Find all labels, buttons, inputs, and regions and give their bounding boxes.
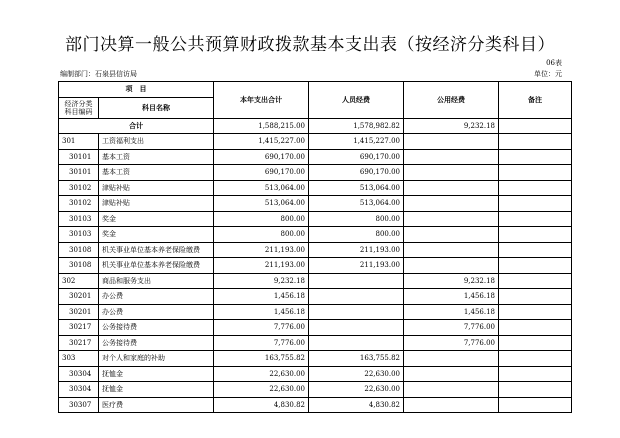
row-name: 奖金 xyxy=(99,211,214,227)
table-row xyxy=(59,320,572,336)
row-total: 513,064.00 xyxy=(214,180,309,196)
table-row xyxy=(59,273,572,289)
table-row xyxy=(59,351,572,367)
row-code: 302 xyxy=(59,273,99,289)
row-name: 办公费 xyxy=(99,304,214,320)
row-name: 办公费 xyxy=(99,289,214,305)
row-personnel: 513,064.00 xyxy=(309,180,404,196)
row-public: 1,456.18 xyxy=(404,304,499,320)
row-remark xyxy=(499,165,572,181)
row-name: 抚恤金 xyxy=(99,366,214,382)
row-public xyxy=(404,180,499,196)
table-row xyxy=(59,227,572,243)
row-total: 22,630.00 xyxy=(214,382,309,398)
row-remark xyxy=(499,320,572,336)
row-remark xyxy=(499,351,572,367)
department-label: 编制部门：石泉县信访局 xyxy=(60,70,137,78)
row-code: 301 xyxy=(59,134,99,150)
row-name: 津贴补贴 xyxy=(99,180,214,196)
row-code: 30101 xyxy=(59,149,99,165)
header-name: 科目名称 xyxy=(99,97,214,118)
row-name: 对个人和家庭的补助 xyxy=(99,351,214,367)
row-remark xyxy=(499,258,572,274)
row-personnel: 163,755.82 xyxy=(309,351,404,367)
row-total: 211,193.00 xyxy=(214,242,309,258)
row-public xyxy=(404,149,499,165)
row-public xyxy=(404,366,499,382)
row-public xyxy=(404,196,499,212)
row-remark xyxy=(499,366,572,382)
row-personnel xyxy=(309,289,404,305)
row-remark xyxy=(499,134,572,150)
row-name: 公务接待费 xyxy=(99,335,214,351)
form-number: 06表 xyxy=(546,59,562,67)
row-personnel: 211,193.00 xyxy=(309,242,404,258)
row-total: 9,232.18 xyxy=(214,273,309,289)
row-remark xyxy=(499,304,572,320)
row-name: 奖金 xyxy=(99,227,214,243)
row-remark xyxy=(499,227,572,243)
total-label: 合计 xyxy=(59,118,214,134)
row-remark xyxy=(499,397,572,413)
row-personnel: 211,193.00 xyxy=(309,258,404,274)
table-row xyxy=(59,196,572,212)
header-code: 经济分类科目编码 xyxy=(59,97,99,118)
row-public xyxy=(404,258,499,274)
row-remark xyxy=(499,335,572,351)
row-total: 800.00 xyxy=(214,227,309,243)
row-public: 1,456.18 xyxy=(404,289,499,305)
row-name: 医疗费 xyxy=(99,397,214,413)
table-row xyxy=(59,366,572,382)
table-row xyxy=(59,149,572,165)
row-public xyxy=(404,211,499,227)
row-name: 商品和服务支出 xyxy=(99,273,214,289)
row-code: 30217 xyxy=(59,335,99,351)
unit-label: 单位：元 xyxy=(534,70,562,78)
row-code: 30307 xyxy=(59,397,99,413)
table-row xyxy=(59,382,572,398)
table-row xyxy=(59,289,572,305)
total-row xyxy=(59,118,572,134)
row-personnel: 22,630.00 xyxy=(309,366,404,382)
header-personnel: 人员经费 xyxy=(309,82,404,119)
row-code: 30101 xyxy=(59,165,99,181)
row-remark xyxy=(499,149,572,165)
row-code: 30103 xyxy=(59,211,99,227)
row-total: 1,456.18 xyxy=(214,304,309,320)
row-code: 30103 xyxy=(59,227,99,243)
row-remark xyxy=(499,211,572,227)
total-remark xyxy=(499,118,572,134)
row-name: 机关事业单位基本养老保险缴费 xyxy=(99,258,214,274)
row-name: 基本工资 xyxy=(99,165,214,181)
row-remark xyxy=(499,196,572,212)
table-row xyxy=(59,180,572,196)
row-public xyxy=(404,134,499,150)
row-total: 513,064.00 xyxy=(214,196,309,212)
table-row xyxy=(59,304,572,320)
row-total: 4,830.82 xyxy=(214,397,309,413)
row-personnel: 22,630.00 xyxy=(309,382,404,398)
row-total: 211,193.00 xyxy=(214,258,309,274)
row-personnel: 800.00 xyxy=(309,211,404,227)
row-total: 22,630.00 xyxy=(214,366,309,382)
row-personnel xyxy=(309,320,404,336)
header-public: 公用经费 xyxy=(404,82,499,119)
row-personnel: 690,170.00 xyxy=(309,149,404,165)
row-code: 30108 xyxy=(59,258,99,274)
row-total: 7,776.00 xyxy=(214,335,309,351)
row-personnel: 4,830.82 xyxy=(309,397,404,413)
row-public: 9,232.18 xyxy=(404,273,499,289)
row-total: 7,776.00 xyxy=(214,320,309,336)
total-personnel: 1,578,982.82 xyxy=(309,118,404,134)
row-personnel: 690,170.00 xyxy=(309,165,404,181)
row-code: 30304 xyxy=(59,366,99,382)
row-name: 工资福利支出 xyxy=(99,134,214,150)
header-remark: 备注 xyxy=(499,82,572,119)
row-personnel: 1,415,227.00 xyxy=(309,134,404,150)
row-remark xyxy=(499,273,572,289)
row-public xyxy=(404,165,499,181)
row-total: 690,170.00 xyxy=(214,165,309,181)
table-row xyxy=(59,242,572,258)
row-code: 30102 xyxy=(59,180,99,196)
row-public xyxy=(404,351,499,367)
total-public: 9,232.18 xyxy=(404,118,499,134)
row-public xyxy=(404,382,499,398)
row-code: 30304 xyxy=(59,382,99,398)
row-total: 1,456.18 xyxy=(214,289,309,305)
row-name: 机关事业单位基本养老保险缴费 xyxy=(99,242,214,258)
total-current-year: 1,588,215.00 xyxy=(214,118,309,134)
row-code: 303 xyxy=(59,351,99,367)
row-remark xyxy=(499,180,572,196)
row-total: 1,415,227.00 xyxy=(214,134,309,150)
row-code: 30217 xyxy=(59,320,99,336)
header-item: 项 目 xyxy=(59,82,214,98)
header-row-1 xyxy=(59,82,572,98)
row-total: 800.00 xyxy=(214,211,309,227)
row-personnel xyxy=(309,335,404,351)
header-current-year-total: 本年支出合计 xyxy=(214,82,309,119)
row-remark xyxy=(499,289,572,305)
table-row xyxy=(59,335,572,351)
row-code: 30102 xyxy=(59,196,99,212)
row-public: 7,776.00 xyxy=(404,320,499,336)
row-name: 公务接待费 xyxy=(99,320,214,336)
row-total: 163,755.82 xyxy=(214,351,309,367)
row-name: 基本工资 xyxy=(99,149,214,165)
row-personnel xyxy=(309,304,404,320)
table-row xyxy=(59,397,572,413)
row-personnel: 513,064.00 xyxy=(309,196,404,212)
row-total: 690,170.00 xyxy=(214,149,309,165)
row-personnel: 800.00 xyxy=(309,227,404,243)
row-public xyxy=(404,227,499,243)
row-remark xyxy=(499,382,572,398)
row-name: 津贴补贴 xyxy=(99,196,214,212)
row-public xyxy=(404,242,499,258)
table-row xyxy=(59,211,572,227)
table-row xyxy=(59,258,572,274)
page-title: 部门决算一般公共预算财政拨款基本支出表（按经济分类科目） xyxy=(65,35,555,55)
row-code: 30201 xyxy=(59,289,99,305)
row-code: 30108 xyxy=(59,242,99,258)
row-code: 30201 xyxy=(59,304,99,320)
expenditure-table xyxy=(58,81,572,413)
row-remark xyxy=(499,242,572,258)
table-row xyxy=(59,134,572,150)
row-public xyxy=(404,397,499,413)
table-row xyxy=(59,165,572,181)
row-public: 7,776.00 xyxy=(404,335,499,351)
row-name: 抚恤金 xyxy=(99,382,214,398)
row-personnel xyxy=(309,273,404,289)
